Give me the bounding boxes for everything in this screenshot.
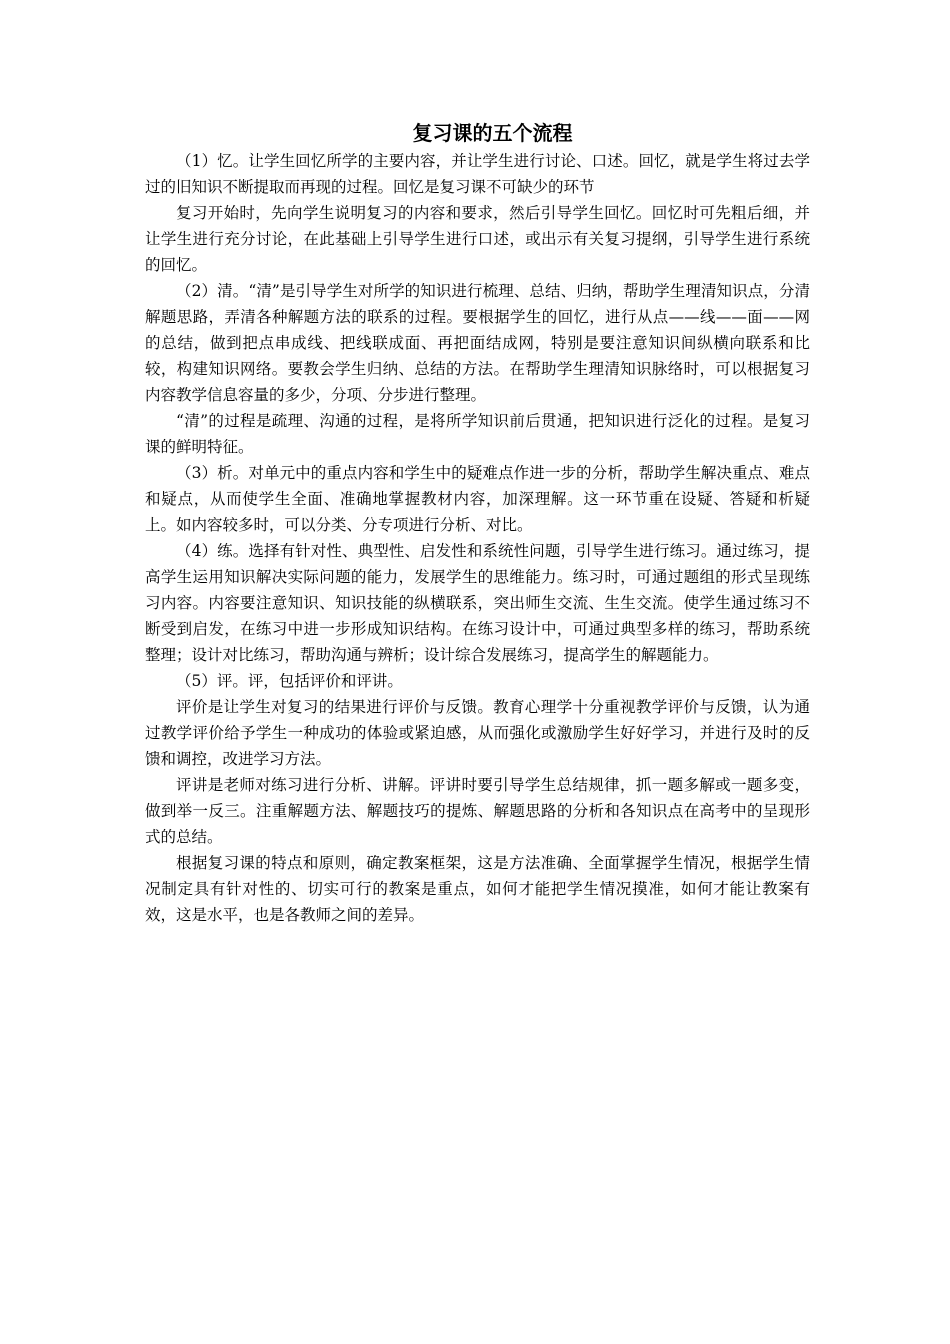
paragraph-analyze: （3）析。对单元中的重点内容和学生中的疑难点作进一步的分析，帮助学生解决重点、难点和疑点，从而使学生全面、准确地掌握教材内容，加深理解。这一环节重在设疑、答疑和析疑上。如内容较多时，可以分类、分专项进行分析、对比。 xyxy=(145,464,810,534)
paragraph-evaluate: （5）评。评，包括评价和评讲。 xyxy=(176,672,403,690)
paragraph-clarify-detail: “清”的过程是疏理、沟通的过程，是将所学知识前后贯通，把知识进行泛化的过程。是复习课的鲜明特征。 xyxy=(145,412,810,456)
document-page xyxy=(145,118,810,928)
paragraph-evaluation: 评价是让学生对复习的结果进行评价与反馈。教育心理学十分重视教学评价与反馈，认为通过教学评价给予学生一种成功的体验或紧迫感，从而强化或激励学生好好学习，并进行及时的反馈和调控，改进学习方法。 xyxy=(145,698,810,768)
paragraph-commentary: 评讲是老师对练习进行分析、讲解。评讲时要引导学生总结规律，抓一题多解或一题多变，做到举一反三。注重解题方法、解题技巧的提炼、解题思路的分析和各知识点在高考中的呈现形式的总结。 xyxy=(145,776,810,846)
document-title: 复习课的五个流程 xyxy=(412,121,573,145)
paragraph-clarify: （2）清。“清”是引导学生对所学的知识进行梳理、总结、归纳，帮助学生理清知识点，分清解题思路，弄清各种解题方法的联系的过程。要根据学生的回忆，进行从点——线——面——网的总结，做到把点串成线、把线联成面、再把面结成网，特别是要注意知识间纵横向联系和比较，构建知识网络。要教会学生归纳、总结的方法。在帮助学生理清知识脉络时，可以根据复习内容教学信息容量的多少，分项、分步进行整理。 xyxy=(145,282,810,404)
paragraph-recall-detail: 复习开始时，先向学生说明复习的内容和要求，然后引导学生回忆。回忆时可先粗后细，并让学生进行充分讨论，在此基础上引导学生进行口述，或出示有关复习提纲，引导学生进行系统的回忆。 xyxy=(145,204,810,274)
paragraph-recall: （1）忆。让学生回忆所学的主要内容，并让学生进行讨论、口述。回忆，就是学生将过去学过的旧知识不断提取而再现的过程。回忆是复习课不可缺少的环节 xyxy=(145,152,810,196)
paragraph-conclusion: 根据复习课的特点和原则，确定教案框架，这是方法准确、全面掌握学生情况，根据学生情况制定具有针对性的、切实可行的教案是重点，如何才能把学生情况摸准，如何才能让教案有效，这是水平，也是各教师之间的差异。 xyxy=(145,854,810,924)
paragraph-practice: （4）练。选择有针对性、典型性、启发性和系统性问题，引导学生进行练习。通过练习，提高学生运用知识解决实际问题的能力，发展学生的思维能力。练习时，可通过题组的形式呈现练习内容。内容要注意知识、知识技能的纵横联系，突出师生交流、生生交流。使学生通过练习不断受到启发，在练习中进一步形成知识结构。在练习设计中，可通过典型多样的练习，帮助系统整理；设计对比练习，帮助沟通与辨析；设计综合发展练习，提高学生的解题能力。 xyxy=(145,542,810,664)
